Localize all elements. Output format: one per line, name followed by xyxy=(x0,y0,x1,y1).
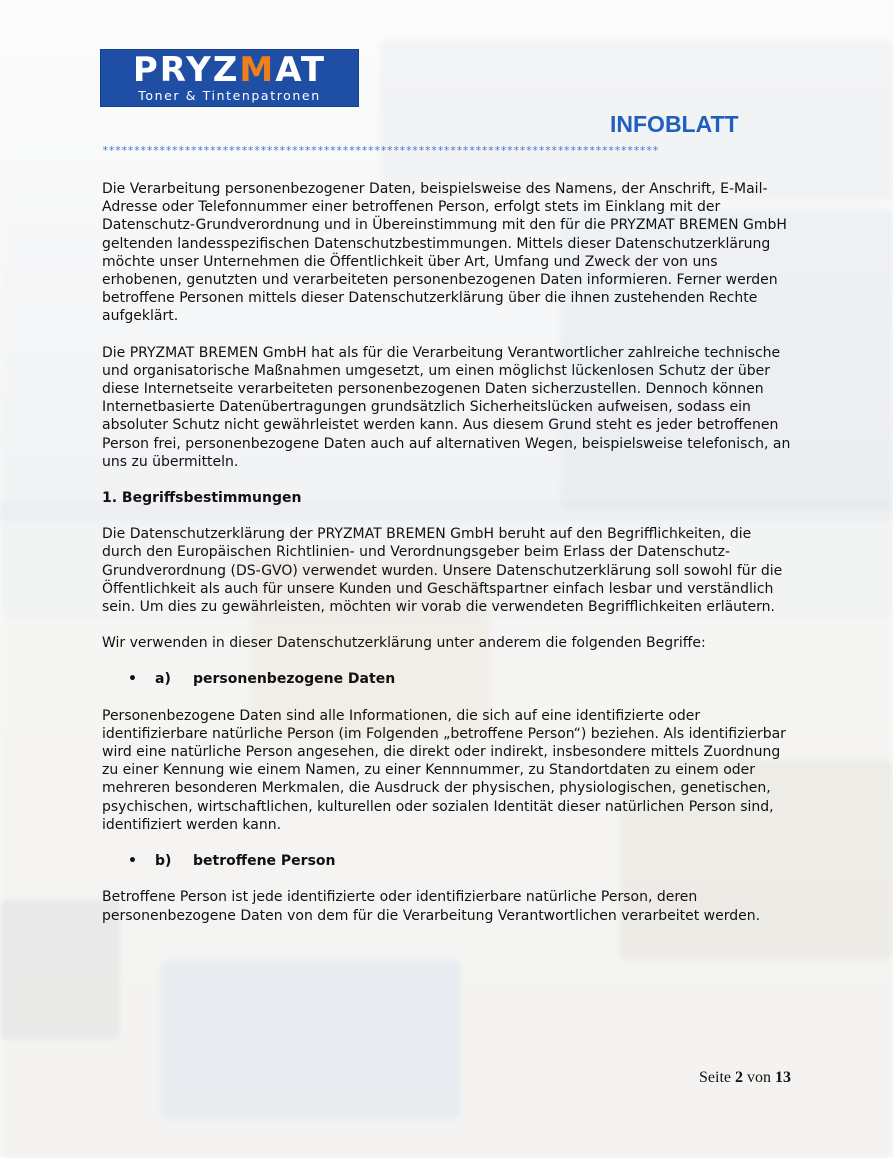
document-title: INFOBLATT xyxy=(610,111,739,137)
term-definition-a: Personenbezogene Daten sind alle Informationen, die sich auf eine identifizierte oder identifizierbare natürliche Person (im Folgenden „betroffene Person“) beziehen. Als identifizierbar wird eine natürliche Person angesehen, die direkt oder indirekt, insbesondere mittels Zuordnung zu einer Kennung wie einem Namen, zu einer Kennnummer, zu Standortdaten zu einem oder mehreren besonderen Merkmalen, die Ausdruck der physischen, physiologischen, genetischen, psychischen, wirtschaftlichen, kulturellen oder sozialen Identität dieser natürlichen Person sind, identifiziert werden kann. xyxy=(102,707,786,833)
bullet-icon: • xyxy=(128,853,137,870)
logo-tagline: Toner & Tintenpatronen xyxy=(138,88,321,103)
star-divider: **************************************************************************************** xyxy=(102,145,659,157)
term-item-b xyxy=(102,852,792,870)
terms-lead-paragraph: Wir verwenden in dieser Datenschutzerklärung unter anderem die folgenden Begriffe: xyxy=(102,635,706,652)
logo-wordmark: PRYZMAT xyxy=(132,50,327,90)
term-title: betroffene Person xyxy=(193,853,336,870)
document-body xyxy=(102,180,792,943)
term-letter: a) xyxy=(155,671,171,688)
page-number: Seite 2 von 13 xyxy=(699,1069,791,1086)
term-item-a xyxy=(102,670,792,688)
term-title: personenbezogene Daten xyxy=(193,671,396,688)
term-definition-b: Betroffene Person ist jede identifizierte oder identifizierbare natürliche Person, deren personenbezogene Daten von dem für die Verarbeitung Verantwortlichen verarbeitet werden. xyxy=(102,889,761,924)
section-heading: 1. Begriffsbestimmungen xyxy=(102,490,302,507)
intro-paragraph: Die Verarbeitung personenbezogener Daten, beispielsweise des Namens, der Anschrift, E-Mail-Adresse oder Telefonnummer einer betroffenen Person, erfolgt stets im Einklang mit der Datenschutz-Grundverordnung und in Übereinstimmung mit den für die PRYZMAT BREMEN GmbH geltenden landesspezifischen Datenschutzbestimmungen. Mittels dieser Datenschutzerklärung möchte unser Unternehmen die Öffentlichkeit über Art, Umfang und Zweck der von uns erhobenen, genutzten und verarbeiteten personenbezogenen Daten informieren. Ferner werden betroffene Personen mittels dieser Datenschutzerklärung über die ihnen zustehenden Rechte aufgeklärt. xyxy=(102,181,787,325)
definitions-intro-paragraph: Die Datenschutzerklärung der PRYZMAT BREMEN GmbH beruht auf den Begrifflichkeiten, die durch den Europäischen Richtlinien- und Verordnungsgeber beim Erlass der Datenschutz-Grundverordnung (DS-GVO) verwendet wurden. Unsere Datenschutzerklärung soll sowohl für die Öffentlichkeit als auch für unsere Kunden und Geschäftspartner einfach lesbar und verständlich sein. Um dies zu gewährleisten, möchten wir vorab die verwendeten Begrifflichkeiten erläutern. xyxy=(102,526,783,616)
company-logo xyxy=(100,49,359,107)
security-paragraph: Die PRYZMAT BREMEN GmbH hat als für die Verarbeitung Verantwortlicher zahlreiche technische und organisatorische Maßnahmen umgesetzt, um einen möglichst lückenlosen Schutz der über diese Internetseite verarbeiteten personenbezogenen Daten sicherzustellen. Dennoch können Internetbasierte Datenübertragungen grundsätzlich Sicherheitslücken aufweisen, sodass ein absoluter Schutz nicht gewährleistet werden kann. Aus diesem Grund steht es jeder betroffenen Person frei, personenbezogene Daten auch auf alternativen Wegen, beispielsweise telefonisch, an uns zu übermitteln. xyxy=(102,344,791,470)
bullet-icon: • xyxy=(128,671,137,688)
term-letter: b) xyxy=(155,853,172,870)
